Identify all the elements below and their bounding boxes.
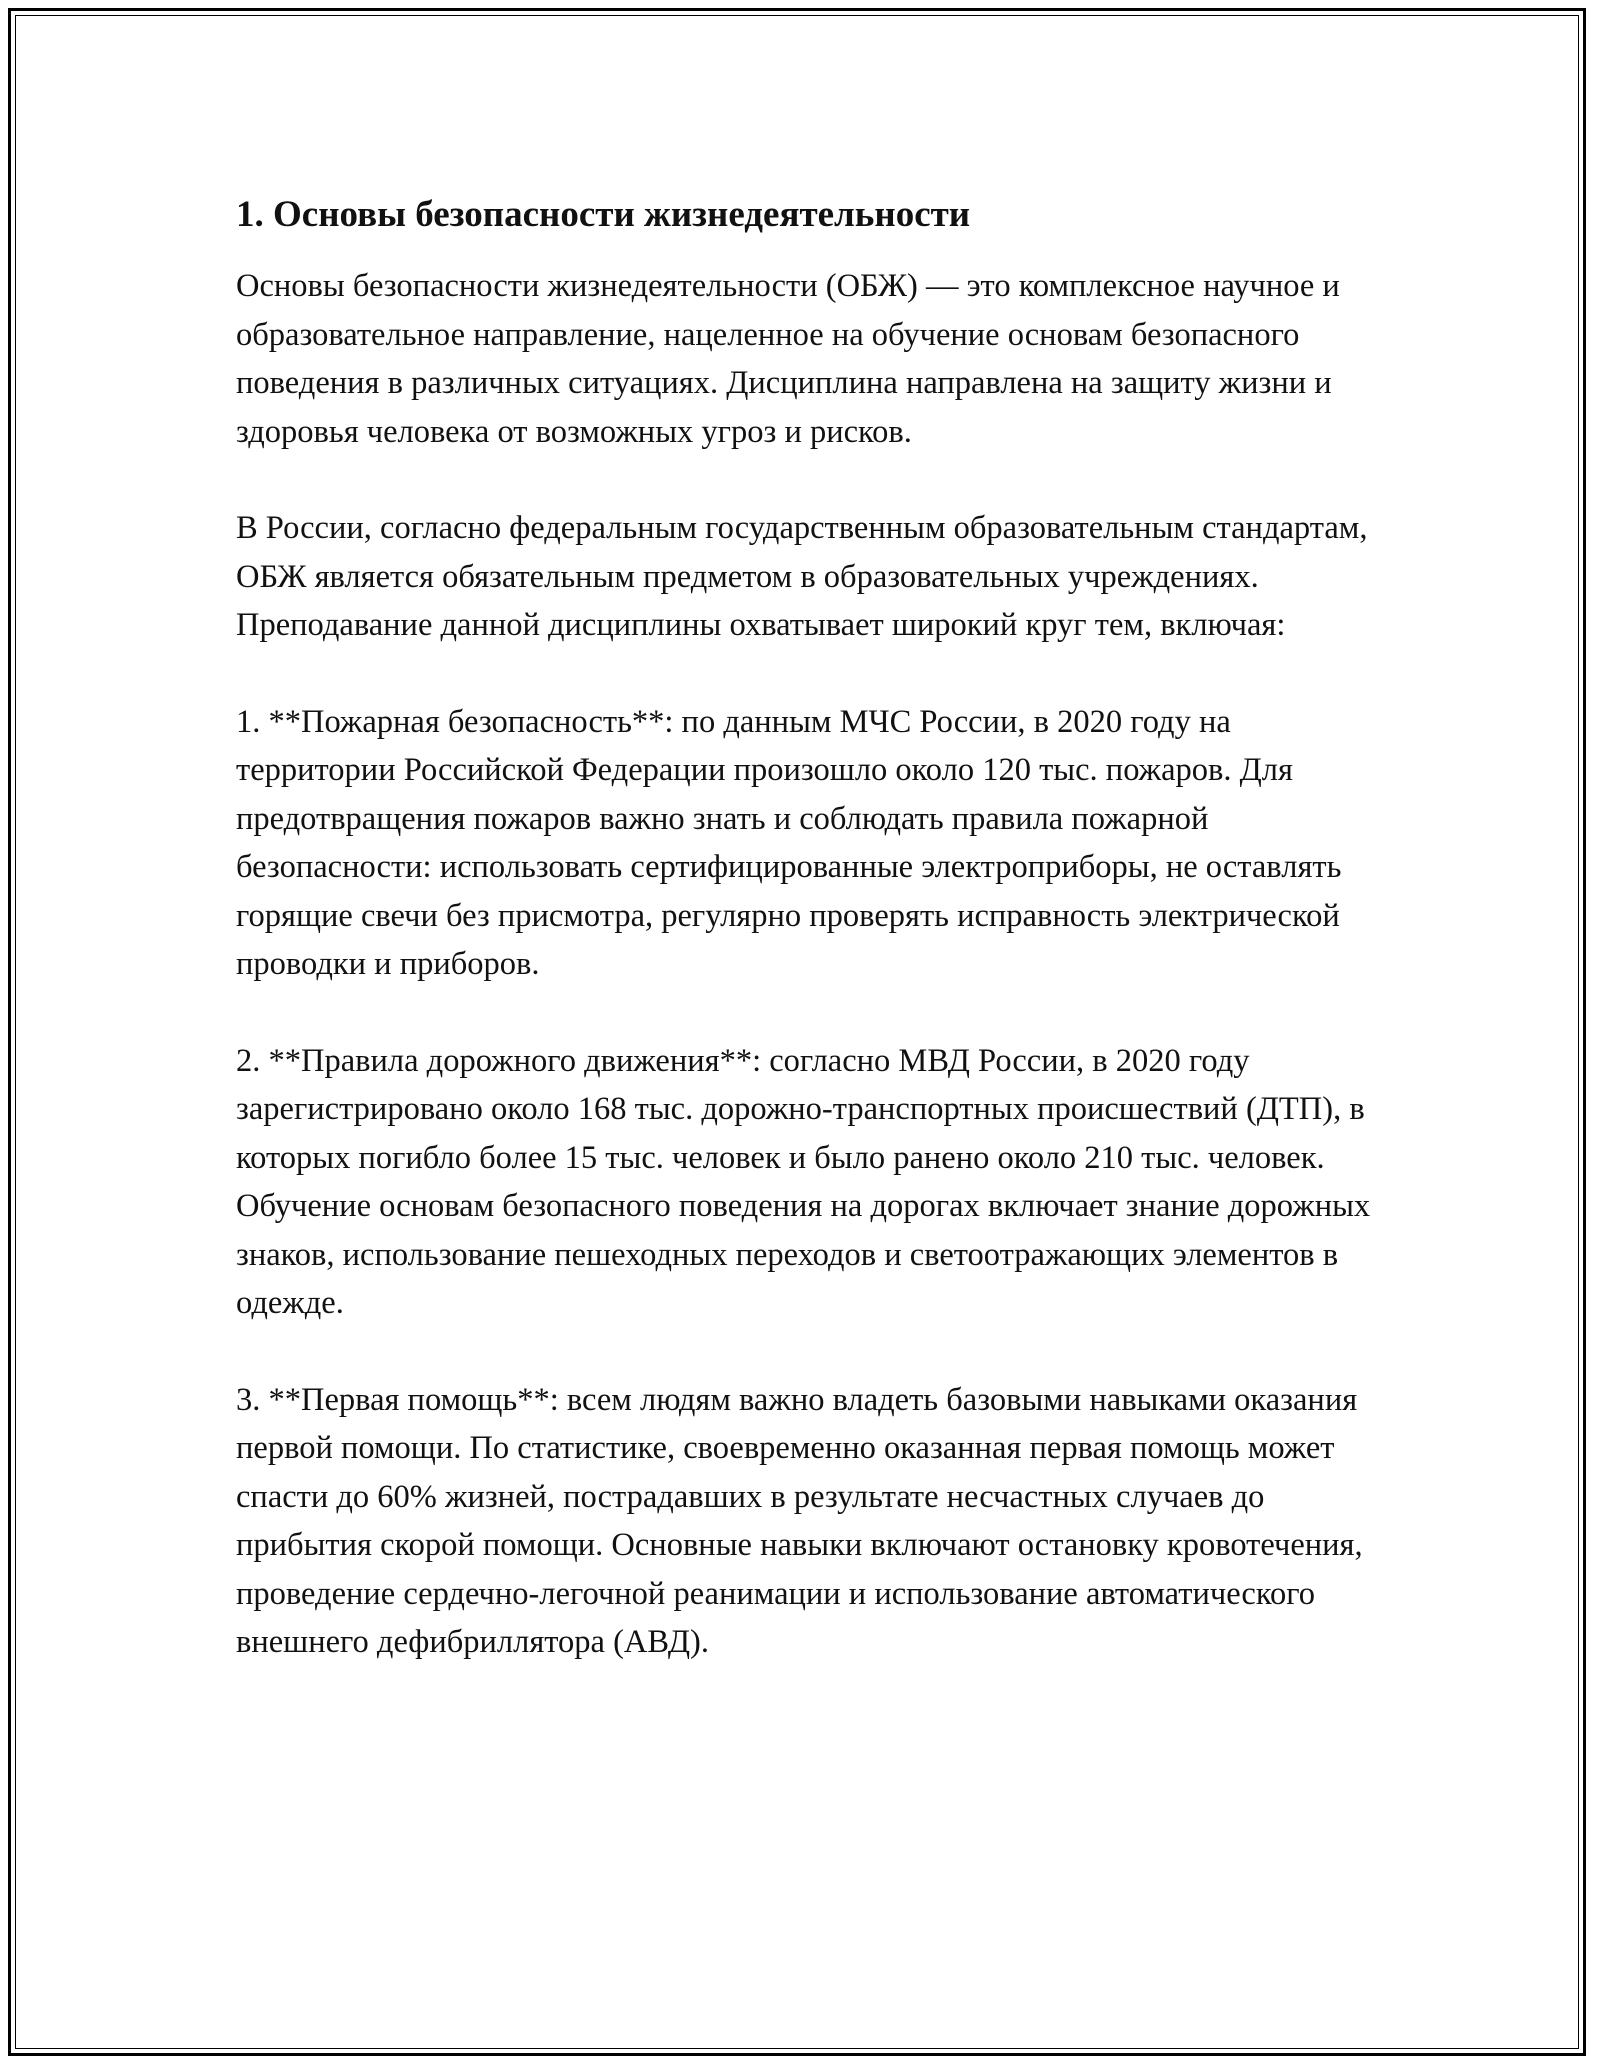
paragraph-russia-standards: В России, согласно федеральным государственным образовательным стандартам, ОБЖ является обязательным предметом в образовательных учреждениях. Преподавание данной дисциплины охватывает широкий круг тем, включая: [236, 510, 1368, 643]
paragraph-traffic-rules: 2. **Правила дорожного движения**: согласно МВД России, в 2020 году зарегистрировано около 168 тыс. дорожно-транспортных происшествий (ДТП), в которых погибло более 15 тыс. человек и было ранено около 210 тыс. человек. Обучение основам безопасного поведения на дорогах включает знание дорожных знаков, использование пешеходных переходов и светоотражающих элементов в одежде. [236, 1042, 1371, 1321]
section-heading: 1. Основы безопасности жизнедеятельности [236, 194, 971, 235]
paragraph-intro: Основы безопасности жизнедеятельности (ОБЖ) — это комплексное научное и образовательное направление, нацеленное на обучение основам безопасного поведения в различных ситуациях. Дисциплина направлена на защиту жизни и здоровья человека от возможных угроз и рисков. [236, 268, 1340, 450]
paragraph-fire-safety: 1. **Пожарная безопасность**: по данным МЧС России, в 2020 году на территории Российской Федерации произошло около 120 тыс. пожаров. Для предотвращения пожаров важно знать и соблюдать правила пожарной безопасности: использовать сертифицированные электроприборы, не оставлять горящие свечи без присмотра, регулярно проверять исправность электрической проводки и приборов. [236, 703, 1342, 982]
paragraph-first-aid: 3. **Первая помощь**: всем людям важно владеть базовыми навыками оказания первой помощи. По статистике, своевременно оказанная первая помощь может спасти до 60% жизней, пострадавших в результате несчастных случаев до прибытия скорой помощи. Основные навыки включают остановку кровотечения, проведение сердечно-легочной реанимации и использование автоматического внешнего дефибриллятора (АВД). [236, 1381, 1363, 1660]
document-body [236, 190, 1376, 1715]
